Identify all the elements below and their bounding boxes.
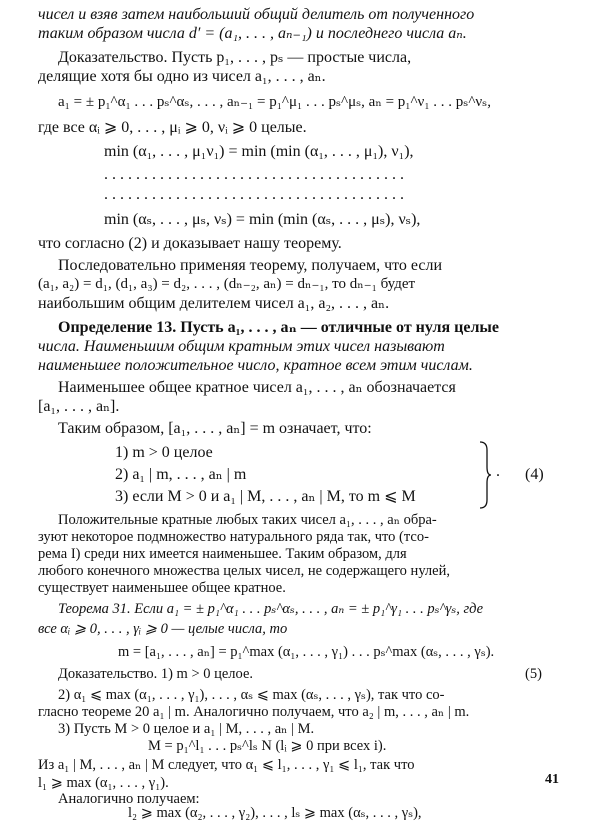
text-line: чисел и взяв затем наибольший общий делитель от полученного bbox=[38, 6, 475, 23]
text-line: Положительные кратные любых таких чисел a₁, . . . , aₙ обра- bbox=[58, 512, 437, 528]
condition-item: 3) если M > 0 и a₁ | M, . . . , aₙ | M, то m ⩽ M bbox=[115, 488, 416, 505]
brace-period: . bbox=[496, 463, 500, 480]
equation-number: (4) bbox=[525, 466, 544, 483]
formula-line: m = [a₁, . . . , aₙ] = p₁^max (α₁, . . . , γ₁) . . . pₛ^max (αₛ, . . . , γₛ). bbox=[118, 644, 495, 660]
page-number: 41 bbox=[545, 772, 559, 787]
right-brace bbox=[478, 440, 492, 510]
text-line: Таким образом, [a₁, . . . , aₙ] = m означает, что: bbox=[58, 420, 372, 437]
text-line: существует наименьшее общее кратное. bbox=[38, 580, 286, 596]
theorem-heading: Теорема 31. Если a₁ = ± p₁^α₁ . . . pₛ^αₛ, . . . , aₙ = ± p₁^γ₁ . . . pₛ^γₛ, где bbox=[58, 601, 484, 617]
text-line: Последовательно применяя теорему, получаем, что если bbox=[58, 257, 443, 274]
text-line: Аналогично получаем: bbox=[58, 791, 200, 807]
condition-item: 2) a₁ | m, . . . , aₙ | m bbox=[115, 466, 247, 483]
text-line: рема I) среди них имеется наименьшее. Таким образом, для bbox=[38, 546, 407, 562]
text-line: зуют некоторое подмножество натурального ряда так, что (тсо- bbox=[38, 529, 429, 545]
text-line: делящие хотя бы одно из чисел a₁, . . . , aₙ. bbox=[38, 68, 326, 85]
text-line: что согласно (2) и доказывает нашу теорему. bbox=[38, 235, 342, 252]
text-line: Из a₁ | M, . . . , aₙ | M следует, что α₁ ⩽ l₁, . . . , γ₁ ⩽ l₁, так что bbox=[38, 757, 415, 773]
text-line: Наименьшее общее кратное чисел a₁, . . . , aₙ обозначается bbox=[58, 379, 456, 396]
text-line: [a₁, . . . , aₙ]. bbox=[38, 398, 120, 415]
formula-line: l₂ ⩾ max (α₂, . . . , γ₂), . . . , lₛ ⩾ max (αₛ, . . . , γₛ), bbox=[128, 805, 422, 821]
text-line: наибольшим общим делителем чисел a₁, a₂, . . . , aₙ. bbox=[38, 295, 390, 312]
proof-heading: Доказательство. 1) m > 0 целое. bbox=[58, 666, 254, 682]
text-line: наименьшее положительное число, кратное всем этим числам. bbox=[38, 357, 473, 374]
dot-leader: . . . . . . . . . . . . . . . . . . . . . . . . . . . . . . . . . . . . . . bbox=[104, 166, 404, 183]
text-line: 2) α₁ ⩽ max (α₁, . . . , γ₁), . . . , αₛ ⩽ max (αₛ, . . . , γₛ), так что со- bbox=[58, 687, 445, 703]
formula-line: M = p₁^l₁ . . . pₛ^lₛ N (lᵢ ⩾ 0 при всех i). bbox=[148, 738, 387, 754]
text-line: числа. Наименьшим общим кратным этих чисел называют bbox=[38, 338, 445, 355]
text-line: все αᵢ ⩾ 0, . . . , γᵢ ⩾ 0 — целые числа, то bbox=[38, 621, 288, 637]
condition-item: 1) m > 0 целое bbox=[115, 444, 213, 461]
proof-heading: Доказательство. Пусть p₁, . . . , pₛ — простые числа, bbox=[58, 49, 412, 66]
dot-leader: . . . . . . . . . . . . . . . . . . . . . . . . . . . . . . . . . . . . . . bbox=[104, 186, 404, 203]
text-line: гласно теореме 20 a₁ | m. Аналогично получаем, что a₂ | m, . . . , aₙ | m. bbox=[38, 704, 470, 720]
definition-heading: Определение 13. Пусть a₁, . . . , aₙ — отличные от нуля целые bbox=[58, 319, 500, 336]
formula-line: min (α₁, . . . , μ₁ν₁) = min (min (α₁, . . . , μ₁), ν₁), bbox=[104, 143, 414, 160]
equation-number: (5) bbox=[525, 666, 542, 682]
formula-line: min (αₛ, . . . , μₛ, νₛ) = min (min (αₛ, . . . , μₛ), νₛ), bbox=[104, 211, 421, 228]
text-line: 3) Пусть M > 0 целое и a₁ | M, . . . , aₙ | M. bbox=[58, 721, 315, 737]
text-line: любого конечного множества целых чисел, не содержащего нулей, bbox=[38, 563, 450, 579]
text-line: (a₁, a₂) = d₁, (d₁, a₃) = d₂, . . . , (dₙ₋₂, aₙ) = dₙ₋₁, то dₙ₋₁ будет bbox=[38, 276, 416, 292]
text-line: l₁ ⩾ max (α₁, . . . , γ₁). bbox=[38, 775, 169, 791]
formula-line: a₁ = ± p₁^α₁ . . . pₛ^αₛ, . . . , aₙ₋₁ = p₁^μ₁ . . . pₛ^μₛ, aₙ = p₁^ν₁ . . . pₛ^νₛ, bbox=[58, 94, 491, 110]
text-line: где все αᵢ ⩾ 0, . . . , μᵢ ⩾ 0, νᵢ ⩾ 0 целые. bbox=[38, 119, 307, 136]
text-line: таким образом числа d′ = (a₁, . . . , aₙ₋₁) и последнего числа aₙ. bbox=[38, 25, 467, 42]
